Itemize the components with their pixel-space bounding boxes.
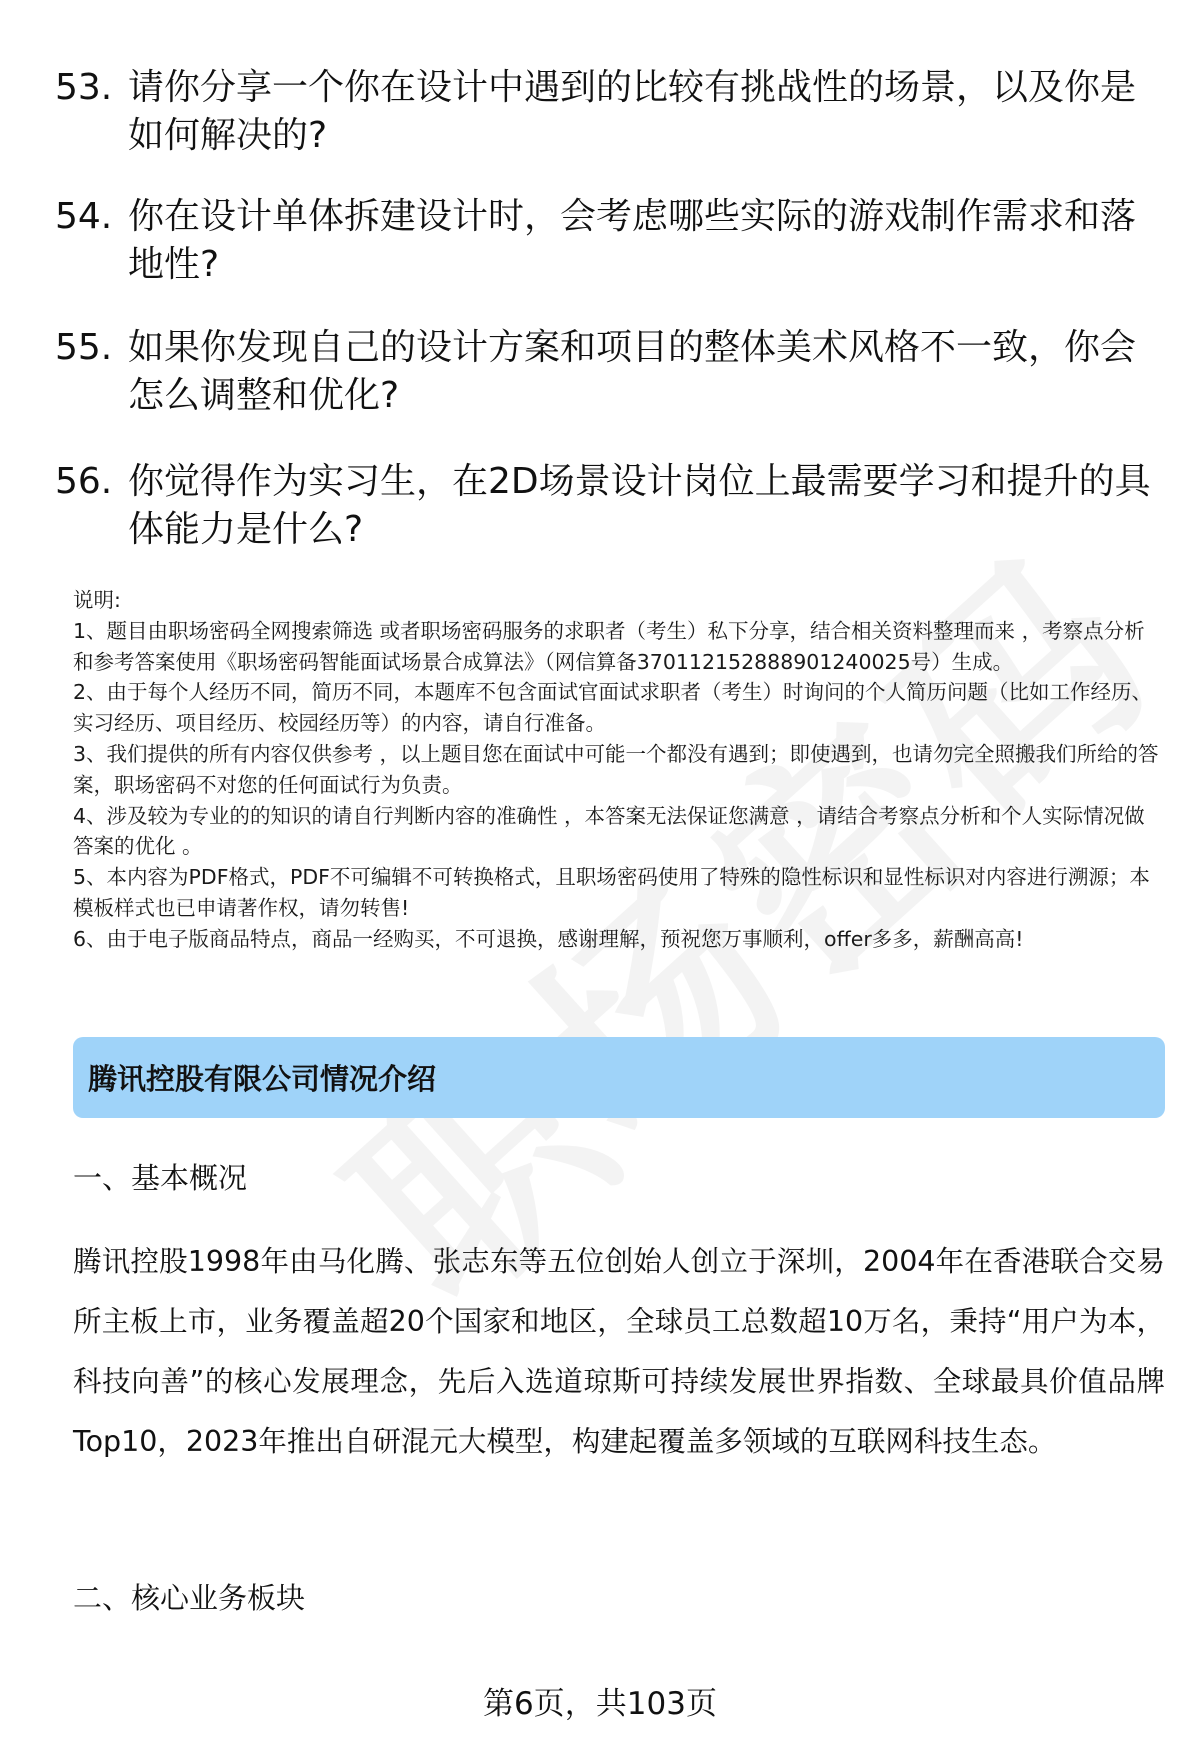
banner-title: 腾讯控股有限公司情况介绍 bbox=[88, 1062, 437, 1096]
note-item-4: 4、涉及较为专业的的知识的请自行判断内容的准确性 ，本答案无法保证您满意 ，请结合考察点分析和个人实际情况做答案的优化 。 bbox=[73, 803, 1145, 859]
question-number: 53. bbox=[55, 67, 113, 108]
section-heading-core-business: 二、核心业务板块 bbox=[73, 1581, 306, 1615]
question-number: 55. bbox=[55, 327, 113, 368]
question-55 bbox=[55, 324, 1155, 420]
disclaimer-notes bbox=[73, 585, 1163, 955]
basic-overview-paragraph: 腾讯控股1998年由马化腾、张志东等五位创始人创立于深圳，2004年在香港联合交易所主板上市，业务覆盖超20个国家和地区，全球员工总数超10万名，秉持“用户为本，科技向善”的核心发展理念，先后入选道琼斯可持续发展世界指数、全球最具价值品牌Top10，2023年推出自研混元大模型，构建起覆盖多领域的互联网科技生态。 bbox=[73, 1245, 1165, 1458]
question-56 bbox=[55, 458, 1155, 554]
question-number: 56. bbox=[55, 461, 113, 502]
note-item-3: 3、我们提供的所有内容仅供参考 ，以上题目您在面试中可能一个都没有遇到；即使遇到，也请勿完全照搬我们所给的答案，职场密码不对您的任何面试行为负责。 bbox=[73, 741, 1159, 797]
question-53 bbox=[55, 64, 1155, 160]
section-heading-basic-overview: 一、基本概况 bbox=[73, 1161, 248, 1195]
note-item-6: 6、由于电子版商品特点，商品一经购买，不可退换，感谢理解，预祝您万事顺利，offer多多，薪酬高高! bbox=[73, 926, 1024, 951]
question-number: 54. bbox=[55, 196, 113, 237]
company-section-banner bbox=[73, 1037, 1165, 1118]
notes-title: 说明: bbox=[73, 588, 121, 612]
question-text: 如果你发现自己的设计方案和项目的整体美术风格不一致，你会怎么调整和优化? bbox=[128, 327, 1137, 416]
question-54 bbox=[55, 193, 1155, 289]
question-text: 你觉得作为实习生，在2D场景设计岗位上最需要学习和提升的具体能力是什么? bbox=[128, 461, 1151, 550]
note-item-2: 2、由于每个人经历不同，简历不同，本题库不包含面试官面试求职者（考生）时询问的个人简历问题（比如工作经历、实习经历、项目经历、校园经历等）的内容，请自行准备。 bbox=[73, 680, 1153, 736]
question-text: 请你分享一个你在设计中遇到的比较有挑战性的场景，以及你是如何解决的? bbox=[128, 67, 1137, 156]
page-number-footer: 第6页，共103页 bbox=[483, 1686, 717, 1722]
question-text: 你在设计单体拆建设计时，会考虑哪些实际的游戏制作需求和落地性? bbox=[128, 196, 1137, 285]
note-item-1: 1、题目由职场密码全网搜索筛选 或者职场密码服务的求职者（考生）私下分享，结合相关资料整理而来 ，考察点分析和参考答案使用《职场密码智能面试场景合成算法》（网信算备370112152888901240025号）生成。 bbox=[73, 618, 1145, 674]
note-item-5: 5、本内容为PDF格式，PDF不可编辑不可转换格式，且职场密码使用了特殊的隐性标识和显性标识对内容进行溯源；本模板样式也已申请著作权，请勿转售! bbox=[73, 865, 1150, 920]
